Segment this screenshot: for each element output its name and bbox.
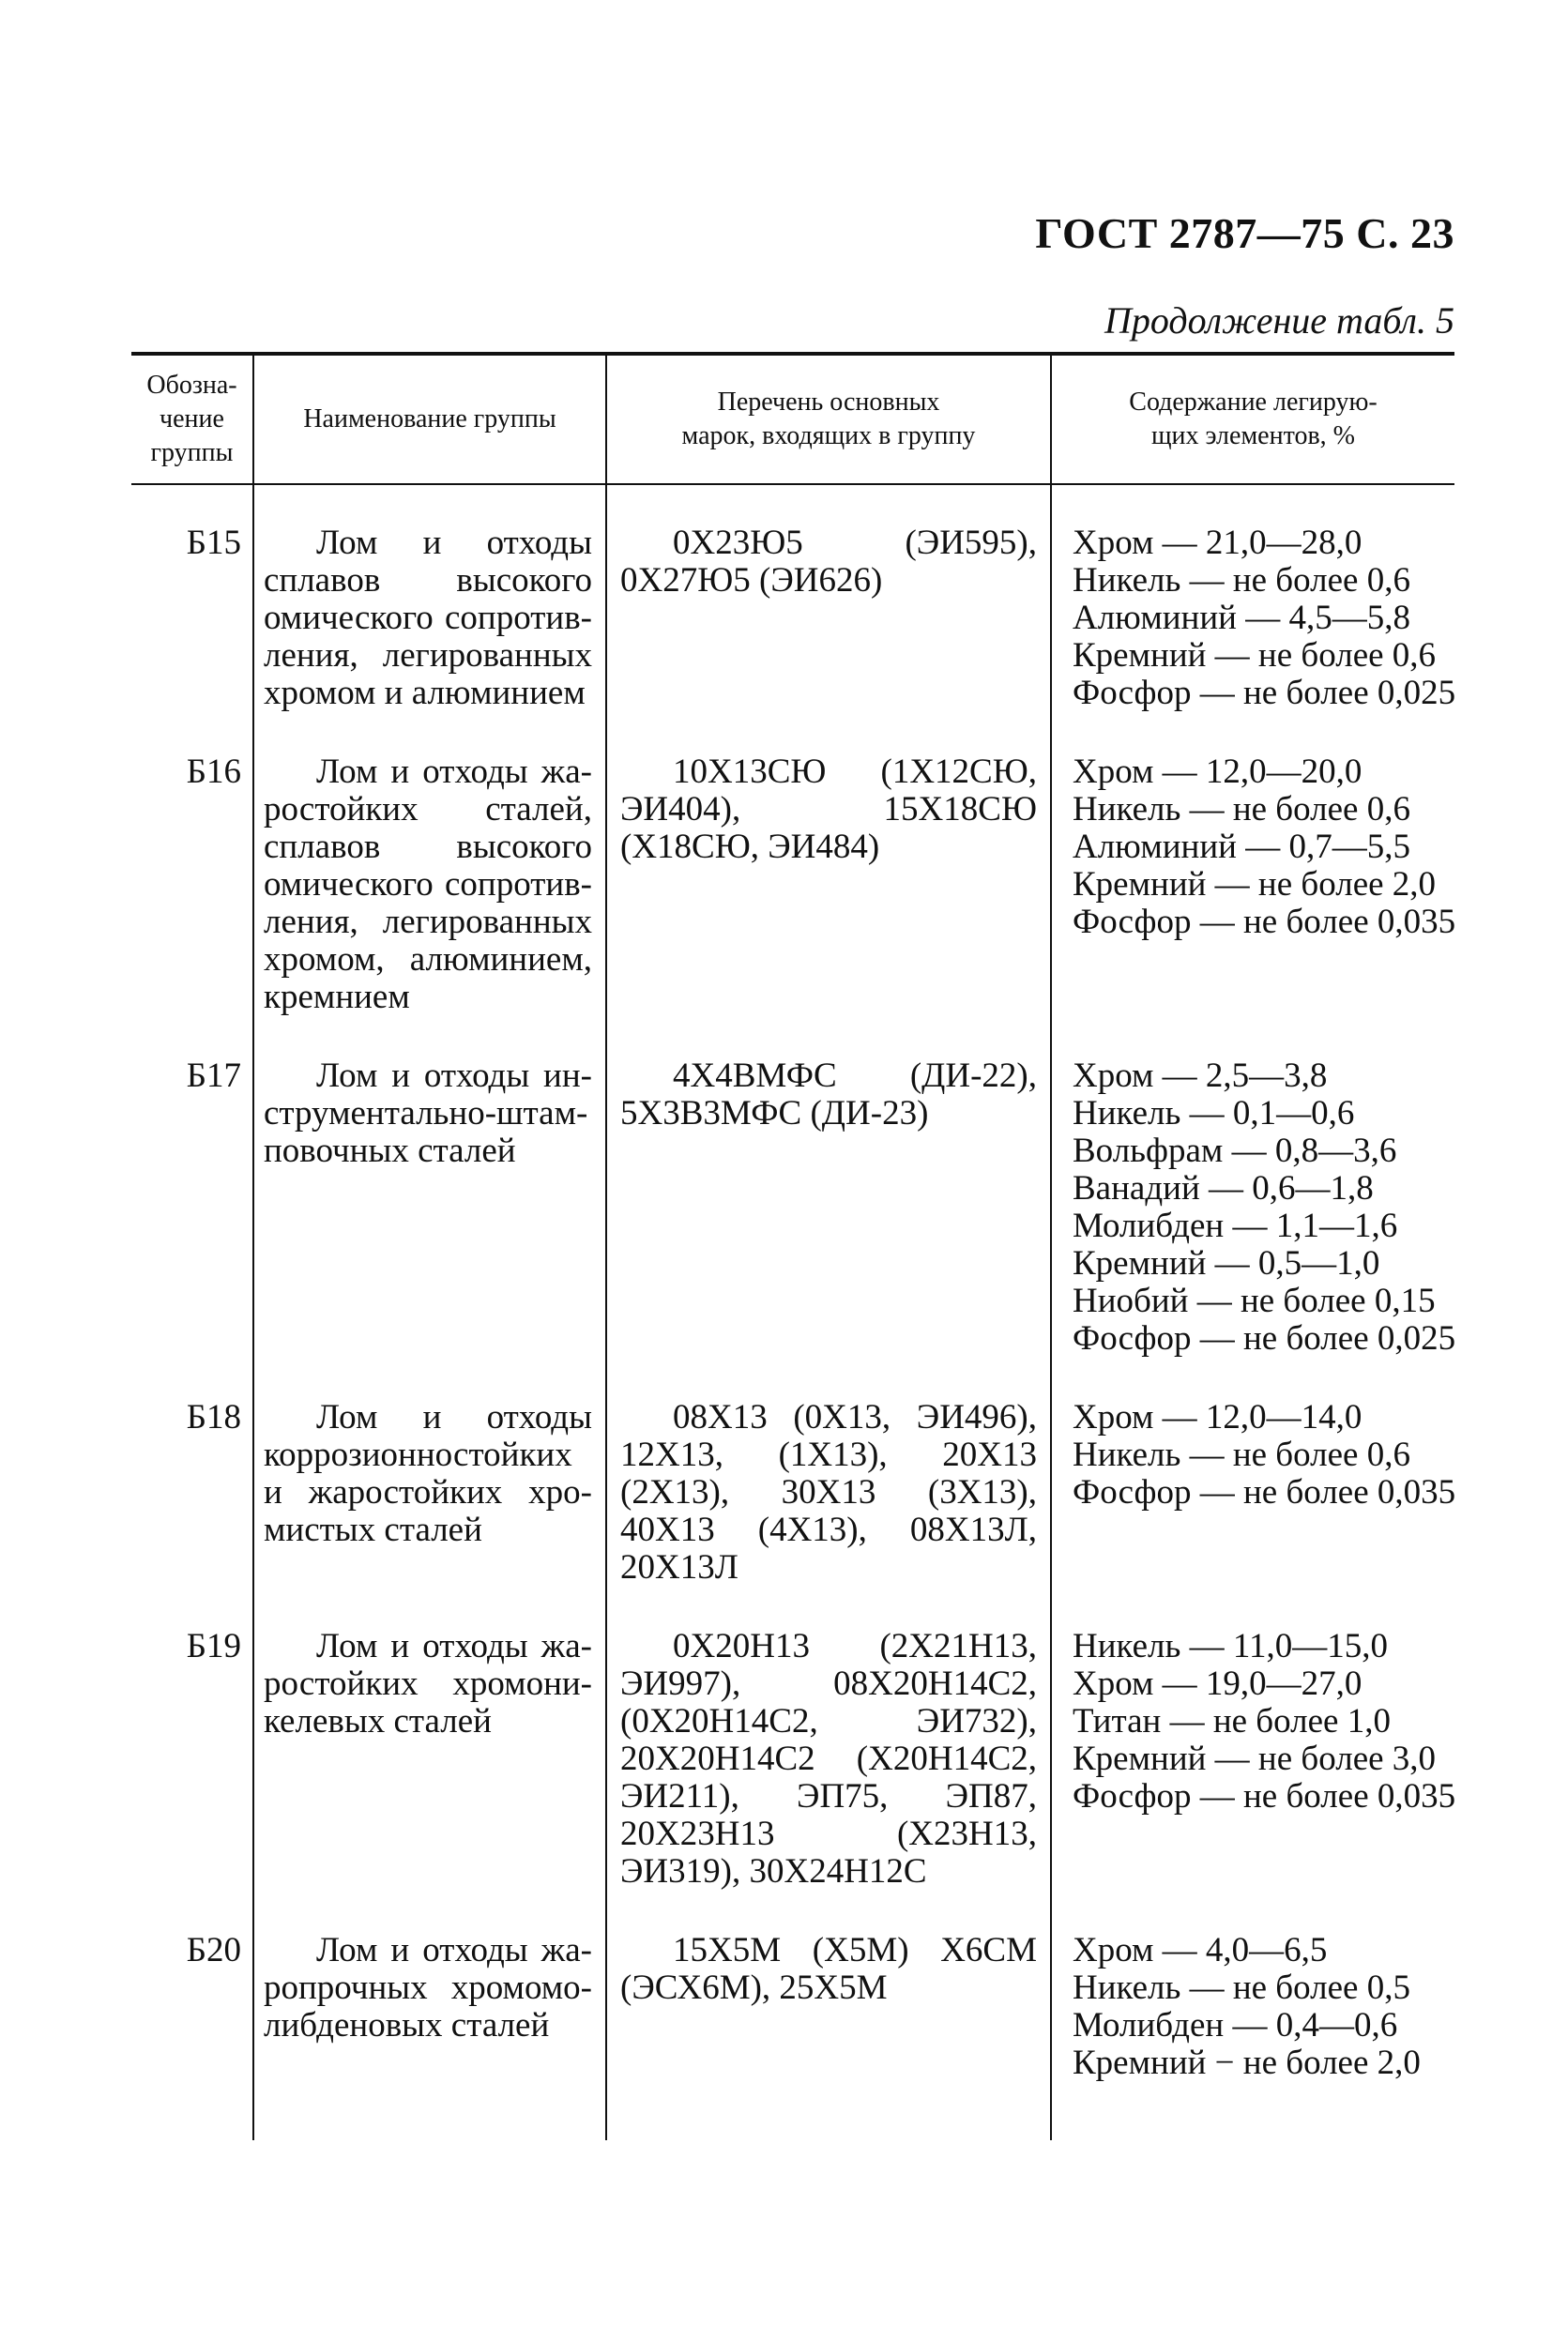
spacer-cell bbox=[606, 1016, 1051, 1057]
alloy-content-line: Кремний — не более 0,6 bbox=[1073, 636, 1437, 675]
alloy-content-line: Фосфор — не более 0,035 bbox=[1073, 903, 1456, 941]
group-name-text: Лом и отходы инструментально-штамповочных сталей bbox=[264, 1057, 592, 1170]
column-header-code bbox=[131, 354, 253, 484]
group-grades bbox=[606, 1932, 1051, 2082]
column-header-line: щих элементов, % bbox=[1151, 421, 1355, 450]
spacer-cell bbox=[606, 2082, 1051, 2140]
row-spacer bbox=[131, 712, 1454, 753]
spacer-cell bbox=[131, 2082, 253, 2140]
alloy-content-line: Молибден — 1,1—1,6 bbox=[1073, 1207, 1398, 1245]
row-spacer bbox=[131, 484, 1454, 524]
alloy-content-line: Фосфор — не более 0,035 bbox=[1073, 1473, 1456, 1512]
group-grades bbox=[606, 524, 1051, 712]
alloy-content-line: Вольфрам — 0,8—3,6 bbox=[1073, 1132, 1397, 1170]
group-code: Б16 bbox=[186, 753, 241, 791]
alloy-content bbox=[1051, 1932, 1454, 2082]
group-code: Б17 bbox=[186, 1057, 241, 1095]
group-name bbox=[253, 1932, 606, 2082]
table-header-row bbox=[131, 354, 1454, 484]
alloy-content-line: Фосфор — не более 0,025 bbox=[1073, 674, 1456, 712]
column-header-line: Наименование группы bbox=[303, 404, 556, 434]
alloy-content-line: Никель — не более 0,5 bbox=[1073, 1969, 1410, 2007]
row-spacer bbox=[131, 2082, 1454, 2140]
spacer-cell bbox=[1051, 484, 1454, 524]
alloy-content-line: Хром — 21,0—28,0 bbox=[1073, 524, 1362, 562]
spacer-cell bbox=[131, 712, 253, 753]
alloy-content bbox=[1051, 1057, 1454, 1358]
alloy-content-line: Титан — не более 1,0 bbox=[1073, 1702, 1391, 1741]
alloy-content-line: Хром — 19,0—27,0 bbox=[1073, 1665, 1362, 1703]
alloy-content-line: Никель — 0,1—0,6 bbox=[1073, 1094, 1355, 1133]
group-grades-text: 4Х4ВМФС (ДИ-22), 5Х3В3МФС (ДИ-23) bbox=[620, 1057, 1037, 1133]
alloy-content-line: Ниобий — не более 0,15 bbox=[1073, 1282, 1436, 1320]
group-name-text: Лом и отходы жаропрочных хромомолибденовых сталей bbox=[264, 1931, 592, 2045]
group-code: Б18 bbox=[186, 1398, 241, 1437]
spacer-cell bbox=[606, 712, 1051, 753]
group-grades-text: 10Х13СЮ (1Х12СЮ, ЭИ404), 15Х18СЮ (Х18СЮ, ЭИ484) bbox=[620, 753, 1037, 866]
alloy-content-line: Алюминий — 0,7—5,5 bbox=[1073, 828, 1410, 866]
spacer-cell bbox=[253, 1358, 606, 1399]
group-code: Б20 bbox=[186, 1931, 241, 1969]
group-code: Б15 bbox=[186, 524, 241, 562]
spacer-cell bbox=[253, 2082, 606, 2140]
spacer-cell bbox=[1051, 2082, 1454, 2140]
table-row bbox=[131, 753, 1454, 1016]
group-code: Б19 bbox=[186, 1627, 241, 1665]
column-header-content bbox=[1051, 354, 1454, 484]
group-name bbox=[253, 1399, 606, 1587]
spacer-cell bbox=[606, 1358, 1051, 1399]
spacer-cell bbox=[131, 1587, 253, 1628]
alloy-content-line: Алюминий — 4,5—5,8 bbox=[1073, 599, 1410, 637]
table-wrapper bbox=[131, 352, 1454, 2140]
row-spacer bbox=[131, 1891, 1454, 1932]
group-grades bbox=[606, 1628, 1051, 1891]
alloy-content-line: Никель — не более 0,6 bbox=[1073, 1436, 1410, 1474]
page-header: ГОСТ 2787—75 С. 23 bbox=[1035, 209, 1454, 257]
alloy-content-line: Никель — не более 0,6 bbox=[1073, 790, 1410, 829]
group-name bbox=[253, 1057, 606, 1358]
alloy-content-line: Кремний − не более 2,0 bbox=[1073, 2044, 1421, 2082]
group-name bbox=[253, 753, 606, 1016]
spacer-cell bbox=[253, 1587, 606, 1628]
alloy-content bbox=[1051, 753, 1454, 1016]
group-grades-text: 0Х20Н13 (2Х21Н13, ЭИ997), 08Х20Н14С2, (0Х20Н14С2, ЭИ732), 20Х20Н14С2 (Х20Н14С2, ЭИ211), ЭП75, ЭП87, 20Х23Н13 (Х23Н13, ЭИ319), 30Х24Н12С bbox=[620, 1627, 1037, 1891]
spacer-cell bbox=[1051, 1358, 1454, 1399]
column-header-line: Перечень основных bbox=[717, 388, 940, 418]
alloy-content bbox=[1051, 1399, 1454, 1587]
alloy-content-line: Кремний — не более 3,0 bbox=[1073, 1740, 1437, 1778]
group-name-text: Лом и отходы сплавов высокого омического сопротивления, легированных хромом и алюминием bbox=[264, 524, 592, 712]
spacer-cell bbox=[131, 1891, 253, 1932]
row-spacer bbox=[131, 1587, 1454, 1628]
row-spacer bbox=[131, 1358, 1454, 1399]
alloy-content-line: Фосфор — не более 0,035 bbox=[1073, 1777, 1456, 1816]
alloy-content bbox=[1051, 1628, 1454, 1891]
table-row bbox=[131, 524, 1454, 712]
spacer-cell bbox=[1051, 1891, 1454, 1932]
column-header-line: марок, входящих в группу bbox=[681, 421, 976, 450]
alloy-content-line: Кремний — 0,5—1,0 bbox=[1073, 1244, 1380, 1283]
group-grades bbox=[606, 1399, 1051, 1587]
table-row bbox=[131, 1399, 1454, 1587]
spacer-cell bbox=[253, 1891, 606, 1932]
spacer-cell bbox=[131, 1358, 253, 1399]
group-grades bbox=[606, 1057, 1051, 1358]
table-row bbox=[131, 1932, 1454, 2082]
group-name bbox=[253, 524, 606, 712]
column-header-grades bbox=[606, 354, 1051, 484]
alloy-content-line: Никель — 11,0—15,0 bbox=[1073, 1627, 1388, 1665]
column-header-line: группы bbox=[150, 437, 234, 467]
alloy-content-line: Хром — 12,0—20,0 bbox=[1073, 753, 1362, 791]
table-row bbox=[131, 1057, 1454, 1358]
alloy-content-line: Фосфор — не более 0,025 bbox=[1073, 1319, 1456, 1358]
table-caption: Продолжение табл. 5 bbox=[1104, 299, 1454, 342]
spacer-cell bbox=[131, 484, 253, 524]
group-grades-text: 08Х13 (0Х13, ЭИ496), 12Х13, (1Х13), 20Х13 (2Х13), 30Х13 (3Х13), 40Х13 (4Х13), 08Х13Л, 20Х13Л bbox=[620, 1398, 1037, 1587]
alloy-content bbox=[1051, 524, 1454, 712]
spacer-cell bbox=[1051, 1016, 1454, 1057]
spacer-cell bbox=[131, 1016, 253, 1057]
spacer-cell bbox=[606, 484, 1051, 524]
alloy-groups-table bbox=[131, 352, 1454, 2140]
alloy-content-line: Молибден — 0,4—0,6 bbox=[1073, 2006, 1398, 2045]
alloy-content-line: Хром — 2,5—3,8 bbox=[1073, 1057, 1328, 1095]
column-header-line: Содержание легирую- bbox=[1129, 388, 1378, 418]
group-name-text: Лом и отходы жаростойких сталей, сплавов высокого омического сопротивления, легированных хромом, алюминием, кремнием bbox=[264, 753, 592, 1016]
group-name-text: Лом и отходы коррозионностойких и жаростойких хромистых сталей bbox=[264, 1398, 592, 1549]
group-grades bbox=[606, 753, 1051, 1016]
column-header-name bbox=[253, 354, 606, 484]
spacer-cell bbox=[253, 484, 606, 524]
row-spacer bbox=[131, 1016, 1454, 1057]
alloy-content-line: Ванадий — 0,6—1,8 bbox=[1073, 1169, 1374, 1208]
spacer-cell bbox=[253, 1016, 606, 1057]
alloy-content-line: Хром — 12,0—14,0 bbox=[1073, 1398, 1362, 1437]
table-body bbox=[131, 484, 1454, 2140]
group-grades-text: 0Х23Ю5 (ЭИ595), 0Х27Ю5 (ЭИ626) bbox=[620, 524, 1037, 600]
group-grades-text: 15Х5М (Х5М) Х6СМ (ЭСХ6М), 25Х5М bbox=[620, 1931, 1037, 2007]
table-row bbox=[131, 1628, 1454, 1891]
alloy-content-line: Никель — не более 0,6 bbox=[1073, 561, 1410, 600]
spacer-cell bbox=[1051, 712, 1454, 753]
group-name bbox=[253, 1628, 606, 1891]
alloy-content-line: Хром — 4,0—6,5 bbox=[1073, 1931, 1328, 1969]
spacer-cell bbox=[253, 712, 606, 753]
group-name-text: Лом и отходы жаростойких хромоникелевых сталей bbox=[264, 1627, 592, 1741]
column-header-line: чение bbox=[160, 404, 224, 434]
spacer-cell bbox=[1051, 1587, 1454, 1628]
alloy-content-line: Кремний — не более 2,0 bbox=[1073, 865, 1437, 904]
spacer-cell bbox=[606, 1891, 1051, 1932]
spacer-cell bbox=[606, 1587, 1051, 1628]
column-header-line: Обозна- bbox=[146, 371, 237, 401]
